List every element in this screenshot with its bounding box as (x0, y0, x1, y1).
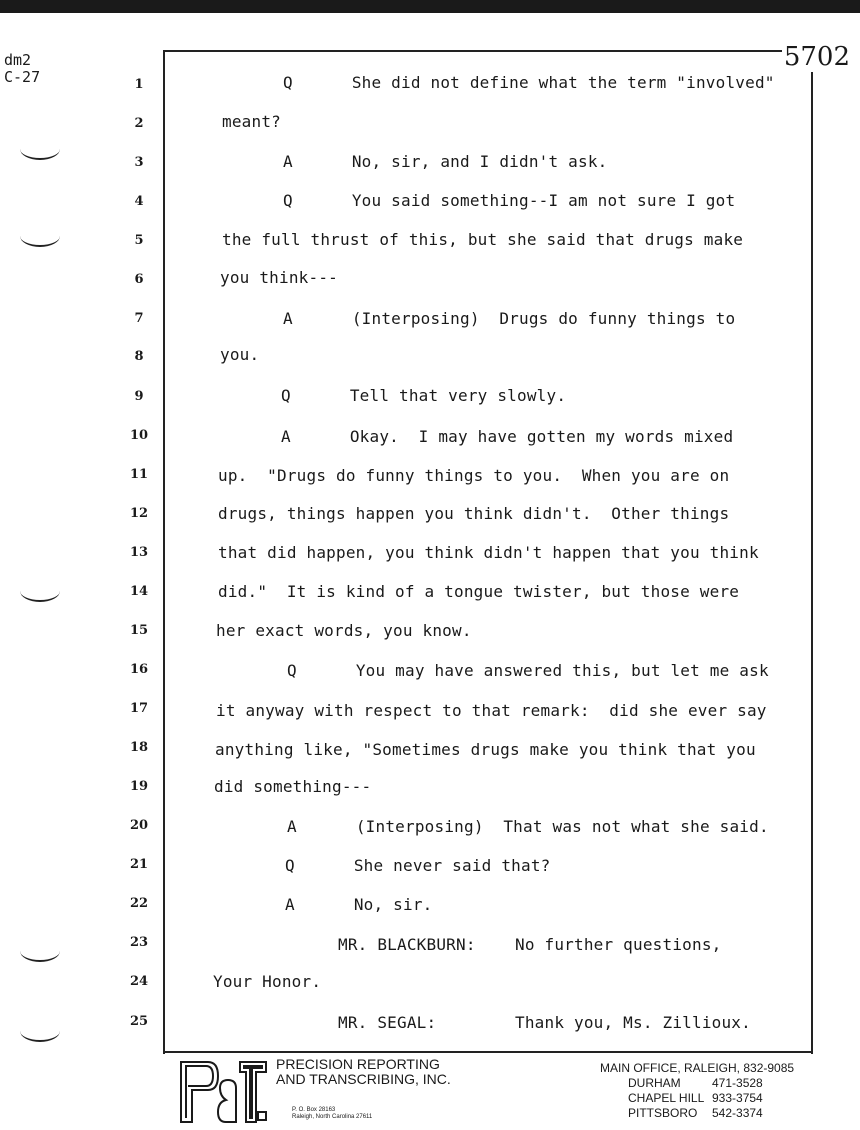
line-number: 19 (129, 779, 149, 794)
transcript-line: Your Honor. (213, 972, 322, 991)
transcript-line: that did happen, you think didn't happen that you think (218, 543, 759, 562)
office-phone: 542-3374 (712, 1106, 763, 1120)
binding-hole-mark (20, 940, 60, 962)
line-number: 17 (129, 701, 149, 716)
transcript-line: the full thrust of this, but she said that drugs make (222, 230, 744, 249)
transcript-frame-bottom (163, 1051, 813, 1053)
transcript-line: Q Tell that very slowly. (281, 386, 567, 405)
transcript-line: did." It is kind of a tongue twister, but those were (218, 582, 740, 601)
line-number: 13 (129, 545, 149, 560)
transcript-line: A Okay. I may have gotten my words mixed (281, 427, 734, 446)
line-number: 22 (129, 896, 149, 911)
transcript-line: A (Interposing) That was not what she said. (287, 817, 769, 836)
transcript-line: MR. SEGAL: Thank you, Ms. Zillioux. (338, 1013, 751, 1032)
line-number: 18 (129, 740, 149, 755)
line-number: 21 (129, 857, 149, 872)
line-number: 16 (129, 662, 149, 677)
top-scan-border (0, 0, 860, 13)
line-number: 15 (129, 623, 149, 638)
transcript-line: Q You may have answered this, but let me ask (287, 661, 769, 680)
side-code-1: dm2 (4, 51, 32, 69)
transcript-line: up. "Drugs do funny things to you. When you are on (218, 466, 730, 485)
transcript-line: MR. BLACKBURN: No further questions, (338, 935, 722, 954)
binding-hole-mark (20, 1020, 60, 1042)
transcript-line: you. (220, 345, 260, 364)
line-number: 10 (129, 428, 149, 443)
transcript-line: meant? (222, 112, 281, 131)
transcript-line: Q She never said that? (285, 856, 551, 875)
transcript-line: did something--- (214, 777, 372, 796)
line-number: 25 (129, 1014, 149, 1029)
line-number: 14 (129, 584, 149, 599)
line-number: 3 (134, 155, 144, 170)
line-number: 9 (134, 389, 144, 404)
page-number: 5702 (783, 42, 850, 72)
transcript-line: A No, sir. (285, 895, 433, 914)
transcript-line: her exact words, you know. (216, 621, 472, 640)
transcript-line: anything like, "Sometimes drugs make you think that you (215, 740, 756, 759)
transcript-line: Q She did not define what the term "involved" (283, 73, 775, 92)
line-number: 23 (129, 935, 149, 950)
line-number: 6 (134, 272, 144, 287)
main-office: MAIN OFFICE, RALEIGH, 832-9085 (600, 1061, 795, 1075)
binding-hole-mark (20, 138, 60, 160)
firm-name: PRECISION REPORTING AND TRANSCRIBING, INC. (276, 1056, 451, 1087)
line-number: 2 (134, 116, 144, 131)
office-city: PITTSBORO (628, 1106, 698, 1120)
office-city: DURHAM (628, 1076, 681, 1090)
transcript-line: you think--- (220, 268, 338, 287)
side-code-2: C-27 (4, 68, 41, 86)
svg-text:P&T: P&T (223, 1118, 225, 1119)
line-number: 7 (134, 311, 144, 326)
line-number: 20 (129, 818, 149, 833)
line-number: 24 (129, 974, 149, 989)
office-phone-list (600, 1061, 794, 1121)
binding-hole-mark (20, 580, 60, 602)
firm-address: P. O. Box 28163 Raleigh, North Carolina 27611 (292, 1107, 373, 1120)
line-number: 8 (134, 349, 144, 364)
transcript-line: A No, sir, and I didn't ask. (283, 152, 608, 171)
line-number: 5 (134, 233, 144, 248)
office-phone: 471-3528 (712, 1076, 763, 1090)
transcript-line: drugs, things happen you think didn't. Other things (218, 504, 730, 523)
office-phone: 933-3754 (712, 1091, 763, 1105)
line-number: 1 (134, 77, 144, 92)
line-number: 4 (134, 194, 144, 209)
line-number: 12 (129, 506, 149, 521)
company-logo (178, 1058, 268, 1124)
binding-hole-mark (20, 225, 60, 247)
line-number: 11 (129, 467, 149, 482)
transcript-line: A (Interposing) Drugs do funny things to (283, 309, 736, 328)
office-city: CHAPEL HILL (628, 1091, 705, 1105)
transcript-line: Q You said something--I am not sure I got (283, 191, 736, 210)
transcript-line: it anyway with respect to that remark: did she ever say (216, 701, 767, 720)
